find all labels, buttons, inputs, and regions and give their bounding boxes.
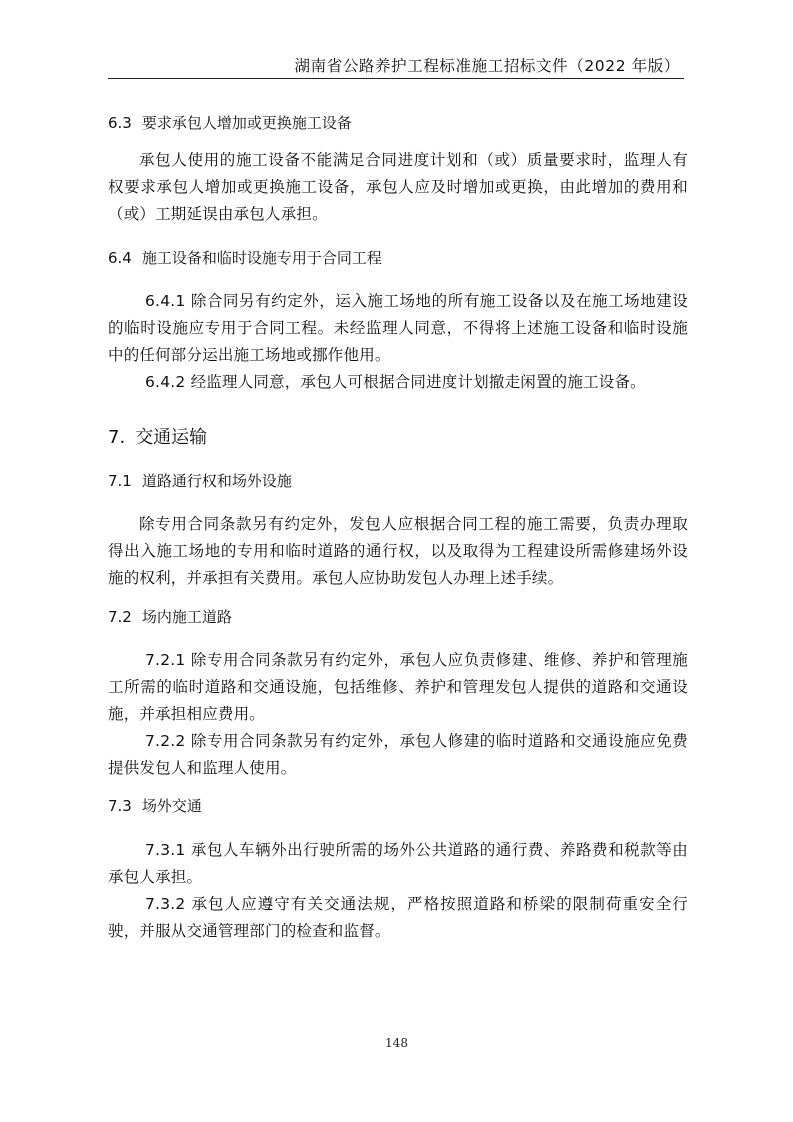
section-7-2-heading	[108, 607, 232, 627]
header-title: 湖南省公路养护工程标准施工招标文件（2022 年版）	[294, 57, 680, 75]
paragraph: 7.3.2 承包人应遵守有关交通法规，严格按照道路和桥梁的限制荷重安全行驶，并服从交通管理部门的检查和监督。	[108, 895, 688, 940]
page-header	[108, 52, 684, 79]
section-number: 7.1	[108, 472, 132, 490]
section-7-1-heading	[108, 471, 292, 491]
chapter-number: 7.	[108, 427, 126, 448]
section-number: 6.3	[108, 114, 132, 132]
chapter-7-heading	[108, 426, 207, 450]
section-title: 要求承包人增加或更换施工设备	[141, 114, 352, 132]
section-6-3-heading	[108, 113, 352, 133]
paragraph: 7.2.1 除专用合同条款另有约定外，承包人应负责修建、维修、养护和管理施工所需的临时道路和交通设施，包括维修、养护和管理发包人提供的道路和交通设施，并承担相应费用。	[108, 651, 688, 723]
section-7-3-heading	[108, 796, 202, 816]
chapter-title: 交通运输	[135, 427, 208, 448]
section-title: 施工设备和临时设施专用于合同工程	[141, 249, 382, 267]
section-title: 场外交通	[141, 797, 202, 815]
section-number: 7.3	[108, 797, 132, 815]
section-number: 6.4	[108, 249, 132, 267]
page-number: 148	[385, 1036, 408, 1050]
paragraph: 承包人使用的施工设备不能满足合同进度计划和（或）质量要求时，监理人有权要求承包人增加或更换施工设备，承包人应及时增加或更换，由此增加的费用和（或）工期延误由承包人承担。	[108, 151, 688, 223]
paragraph: 6.4.1 除合同另有约定外，运入施工场地的所有施工设备以及在施工场地建设的临时设施应专用于合同工程。未经监理人同意，不得将上述施工设备和临时设施中的任何部分运出施工场地或挪作他用。	[108, 292, 688, 364]
section-title: 场内施工道路	[141, 608, 232, 626]
paragraph: 6.4.2 经监理人同意，承包人可根据合同进度计划撤走闲置的施工设备。	[145, 373, 646, 391]
section-number: 7.2	[108, 608, 132, 626]
section-title: 道路通行权和场外设施	[141, 472, 292, 490]
section-6-4-heading	[108, 248, 382, 268]
paragraph: 7.3.1 承包人车辆外出行驶所需的场外公共道路的通行费、养路费和税款等由承包人承担。	[108, 841, 688, 886]
paragraph: 除专用合同条款另有约定外，发包人应根据合同工程的施工需要，负责办理取得出入施工场地的专用和临时道路的通行权，以及取得为工程建设所需修建场外设施的权利，并承担有关费用。承包人应协助发包人办理上述手续。	[108, 515, 688, 587]
paragraph: 7.2.2 除专用合同条款另有约定外，承包人修建的临时道路和交通设施应免费提供发包人和监理人使用。	[108, 732, 688, 777]
